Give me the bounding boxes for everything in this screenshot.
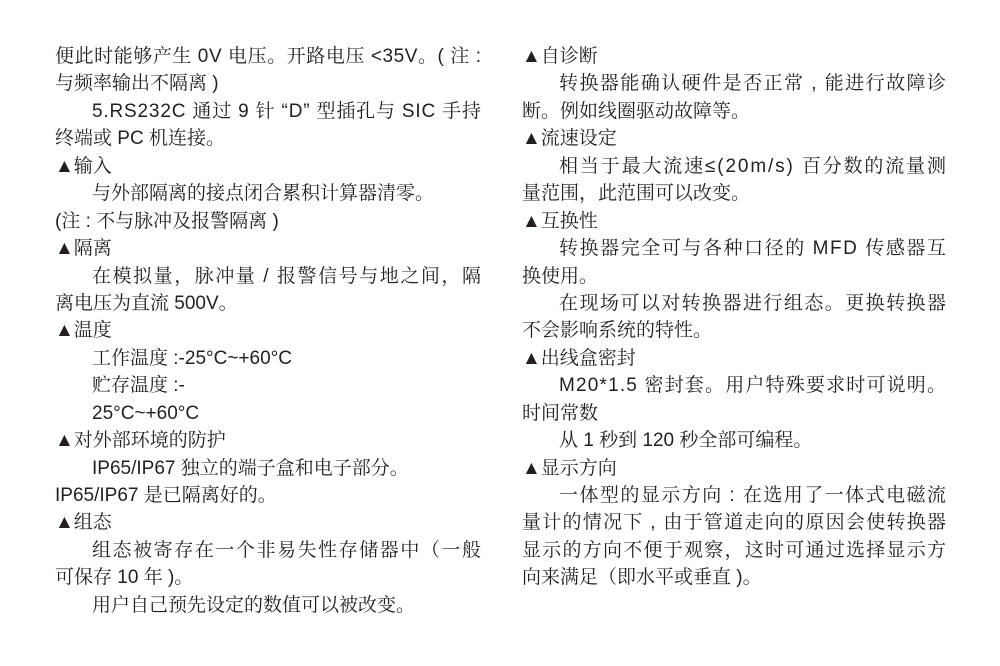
text-line: 不会影响系统的特性。 <box>522 320 713 342</box>
section-heading: ▲流速设定 <box>522 128 617 150</box>
text-line: 显示的方向不便于观察，这时可通过选择显示方 <box>522 539 948 561</box>
text-line: 工作温度 :-25°C~+60°C <box>92 347 292 369</box>
section-heading: ▲出线盒密封 <box>522 347 636 369</box>
text-line: 在现场可以对转换器进行组态。更换转换器 <box>559 292 948 314</box>
text-line: 向来满足（即水平或垂直 )。 <box>522 567 762 589</box>
text-line: 与频率输出不隔离 ) <box>55 73 219 95</box>
text-line: 离电压为直流 500V。 <box>55 292 238 314</box>
text-line: IP65/IP67 是已隔离好的。 <box>55 485 277 506</box>
text-line: 转换器能确认硬件是否正常 , 能进行故障诊 <box>559 73 948 95</box>
text-line: IP65/IP67 独立的端子盒和电子部分。 <box>92 457 409 479</box>
text-line: 断。例如线圈驱动故障等。 <box>522 100 751 122</box>
section-heading: ▲组态 <box>55 512 112 534</box>
text-line: 一体型的显示方向 : 在选用了一体式电磁流 <box>559 485 948 506</box>
text-line: 从 1 秒到 120 秒全部可编程。 <box>559 430 813 452</box>
left-column <box>55 43 481 619</box>
text-line: 在模拟量，脉冲量 / 报警信号与地之间，隔 <box>92 265 483 287</box>
section-heading: ▲对外部环境的防护 <box>55 430 226 452</box>
text-line: 终端或 PC 机连接。 <box>55 128 225 150</box>
text-line: M20*1.5 密封套。用户特殊要求时可说明。 <box>559 375 948 397</box>
text-line: 相当于最大流速≤(20m/s) 百分数的流量测 <box>559 155 948 177</box>
text-line: 用户自己预先设定的数值可以被改变。 <box>92 594 416 616</box>
text-line: 5.RS232C 通过 9 针 “D” 型插孔与 SIC 手持 <box>92 100 482 122</box>
section-heading: ▲自诊断 <box>522 46 598 67</box>
text-line: 量计的情况下 , 由于管道走向的原因会使转换器 <box>522 512 948 534</box>
text-line: 便此时能够产生 0V 电压。开路电压 <35V。( 注 : <box>55 46 482 67</box>
text-line: 转换器完全可与各种口径的 MFD 传感器互 <box>559 238 948 260</box>
section-heading: ▲显示方向 <box>522 457 617 479</box>
text-line: 25°C~+60°C <box>92 402 200 424</box>
text-line: 量范围，此范围可以改变。 <box>522 183 751 205</box>
text-line: 贮存温度 :- <box>92 375 185 397</box>
text-line: (注 : 不与脉冲及报警隔离 ) <box>55 210 279 232</box>
text-line: 换使用。 <box>522 265 599 287</box>
text-line: 组态被寄存在一个非易失性存储器中（一般 <box>92 539 483 561</box>
text-line: 与外部隔离的接点闭合累积计算器清零。 <box>92 183 435 205</box>
section-heading: 时间常数 <box>522 402 599 424</box>
section-heading: ▲隔离 <box>55 238 112 260</box>
text-line: 可保存 10 年 )。 <box>55 567 194 589</box>
section-heading: ▲输入 <box>55 155 112 177</box>
section-heading: ▲温度 <box>55 320 112 342</box>
section-heading: ▲互换性 <box>522 210 598 232</box>
right-column <box>522 43 946 592</box>
